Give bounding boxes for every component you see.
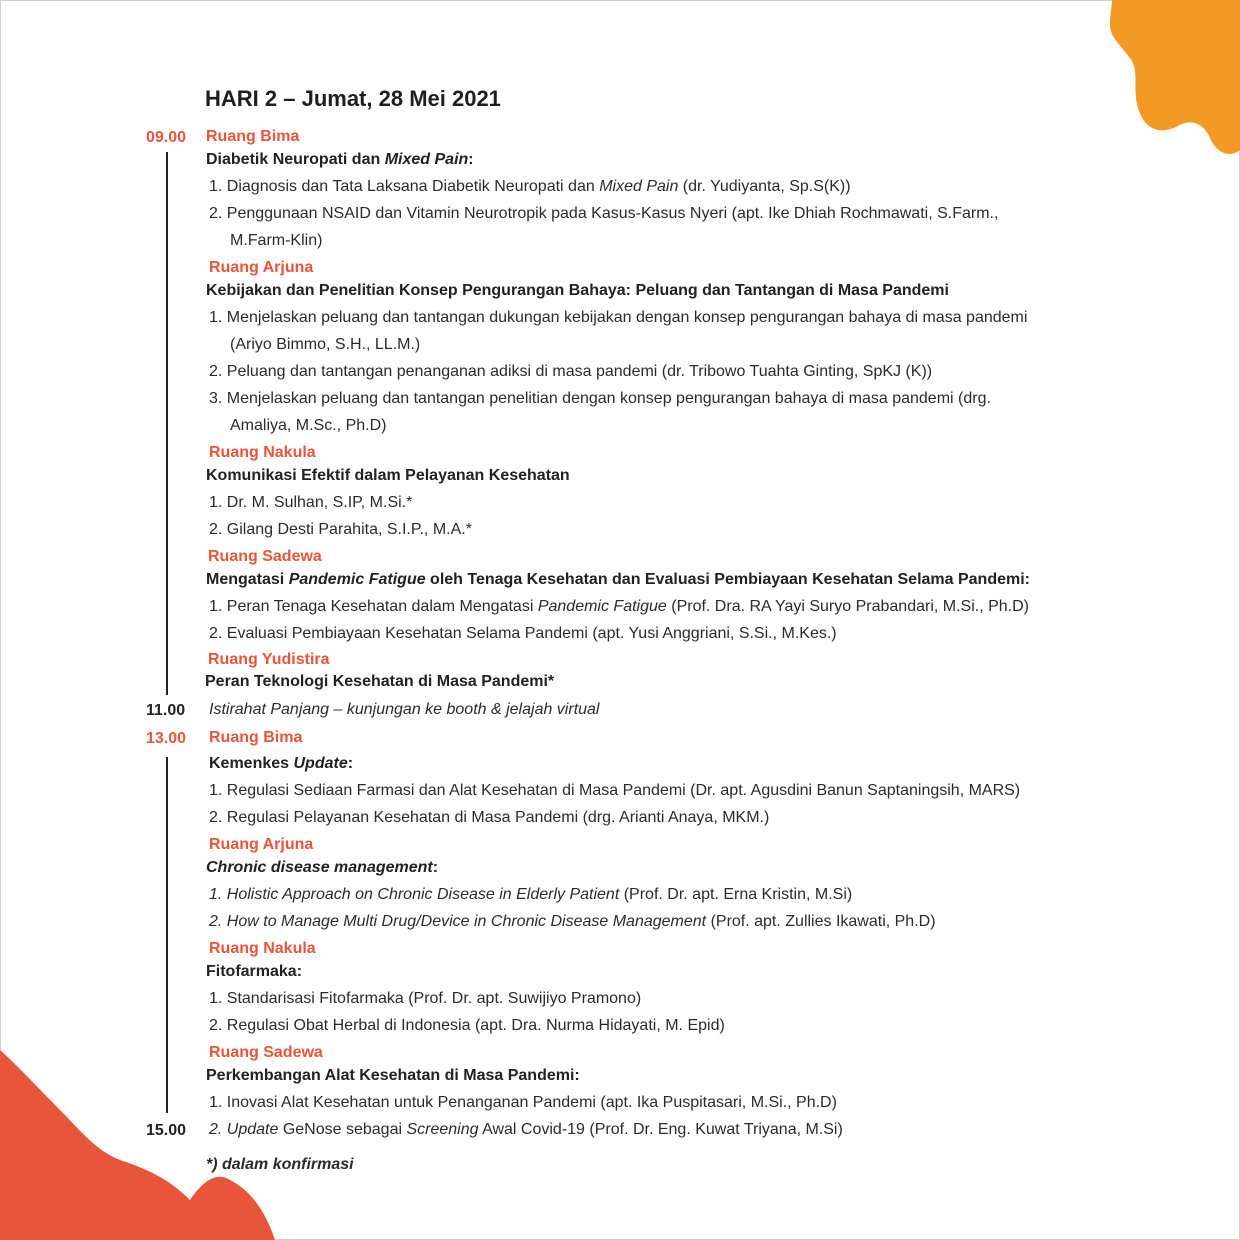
room-label: Ruang Yudistira xyxy=(208,651,330,668)
list-item: 1. Holistic Approach on Chronic Disease in Elderly Patient (Prof. Dr. apt. Erna Kristin, M.Si) xyxy=(209,886,853,903)
list-item: 2. Evaluasi Pembiayaan Kesehatan Selama Pandemi (apt. Yusi Anggriani, S.Si., M.Kes.) xyxy=(209,625,837,642)
orange-corner-shape xyxy=(1100,0,1240,160)
list-item: 1. Menjelaskan peluang dan tantangan dukungan kebijakan dengan konsep pengurangan bahaya di masa pandemi xyxy=(209,309,1028,326)
session-title: Komunikasi Efektif dalam Pelayanan Kesehatan xyxy=(206,467,570,484)
session-title: Diabetik Neuropati dan Mixed Pain: xyxy=(206,151,474,168)
session-title: Chronic disease management: xyxy=(206,859,439,876)
session-title: Mengatasi Pandemic Fatigue oleh Tenaga Kesehatan dan Evaluasi Pembiayaan Kesehatan Selama Pandemi: xyxy=(206,571,1030,588)
list-item: 3. Menjelaskan peluang dan tantangan penelitian dengan konsep pengurangan bahaya di masa pandemi (drg. xyxy=(209,390,991,407)
list-item: 2. Peluang dan tantangan penanganan adiksi di masa pandemi (dr. Tribowo Tuahta Ginting, SpKJ (K)) xyxy=(209,363,933,380)
session-title: Kemenkes Update: xyxy=(209,755,354,772)
time-1300: 13.00 xyxy=(146,730,187,747)
list-item-continuation: M.Farm-Klin) xyxy=(230,232,323,249)
room-label: Ruang Nakula xyxy=(209,444,316,461)
list-item: 2. Update GeNose sebagai Screening Awal Covid-19 (Prof. Dr. Eng. Kuwat Triyana, M.Si) xyxy=(209,1121,843,1138)
session-title: Peran Teknologi Kesehatan di Masa Pandemi* xyxy=(205,673,555,690)
break-line: Istirahat Panjang – kunjungan ke booth & jelajah virtual xyxy=(209,701,600,718)
list-item: 2. Gilang Desti Parahita, S.I.P., M.A.* xyxy=(209,521,472,538)
timeline-bar-morning xyxy=(166,152,168,695)
room-label: Ruang Arjuna xyxy=(209,836,314,853)
footnote: *) dalam konfirmasi xyxy=(206,1156,354,1173)
room-label: Ruang Sadewa xyxy=(208,548,322,565)
list-item: 1. Standarisasi Fitofarmaka (Prof. Dr. apt. Suwijiyo Pramono) xyxy=(209,990,642,1007)
room-label: Ruang Sadewa xyxy=(209,1044,323,1061)
room-label: Ruang Arjuna xyxy=(209,259,314,276)
room-label: Ruang Nakula xyxy=(209,940,316,957)
session-title: Kebijakan dan Penelitian Konsep Pengurangan Bahaya: Peluang dan Tantangan di Masa Pandemi xyxy=(206,282,949,299)
room-label: Ruang Bima xyxy=(209,729,303,746)
session-title: Fitofarmaka: xyxy=(206,963,303,980)
time-1500: 15.00 xyxy=(146,1122,187,1139)
list-item: 1. Diagnosis dan Tata Laksana Diabetik Neuropati dan Mixed Pain (dr. Yudiyanta, Sp.S(K)) xyxy=(209,178,851,195)
list-item: 1. Peran Tenaga Kesehatan dalam Mengatasi Pandemic Fatigue (Prof. Dra. RA Yayi Suryo Prabandari, M.Si., Ph.D) xyxy=(209,598,1029,615)
page-title: HARI 2 – Jumat, 28 Mei 2021 xyxy=(205,86,501,111)
room-label: Ruang Bima xyxy=(206,128,300,145)
time-0900: 09.00 xyxy=(146,129,187,146)
list-item: 2. Penggunaan NSAID dan Vitamin Neurotropik pada Kasus-Kasus Nyeri (apt. Ike Dhiah Rochmawati, S.Farm., xyxy=(209,205,999,222)
list-item: 2. How to Manage Multi Drug/Device in Chronic Disease Management (Prof. apt. Zullies Ikawati, Ph.D) xyxy=(209,913,936,930)
list-item: 1. Inovasi Alat Kesehatan untuk Penanganan Pandemi (apt. Ika Puspitasari, M.Si., Ph.D) xyxy=(209,1094,837,1111)
list-item-continuation: Amaliya, M.Sc., Ph.D) xyxy=(230,417,387,434)
list-item-continuation: (Ariyo Bimmo, S.H., LL.M.) xyxy=(230,336,421,353)
timeline-bar-afternoon xyxy=(166,757,168,1113)
list-item: 1. Regulasi Sediaan Farmasi dan Alat Kesehatan di Masa Pandemi (Dr. apt. Agusdini Banun Saptaningsih, MARS) xyxy=(209,782,1021,799)
time-1100: 11.00 xyxy=(146,702,186,719)
list-item: 1. Dr. M. Sulhan, S.IP, M.Si.* xyxy=(209,494,413,511)
session-title: Perkembangan Alat Kesehatan di Masa Pandemi: xyxy=(206,1067,580,1084)
list-item: 2. Regulasi Pelayanan Kesehatan di Masa Pandemi (drg. Arianti Anaya, MKM.) xyxy=(209,809,770,826)
list-item: 2. Regulasi Obat Herbal di Indonesia (apt. Dra. Nurma Hidayati, M. Epid) xyxy=(209,1017,725,1034)
